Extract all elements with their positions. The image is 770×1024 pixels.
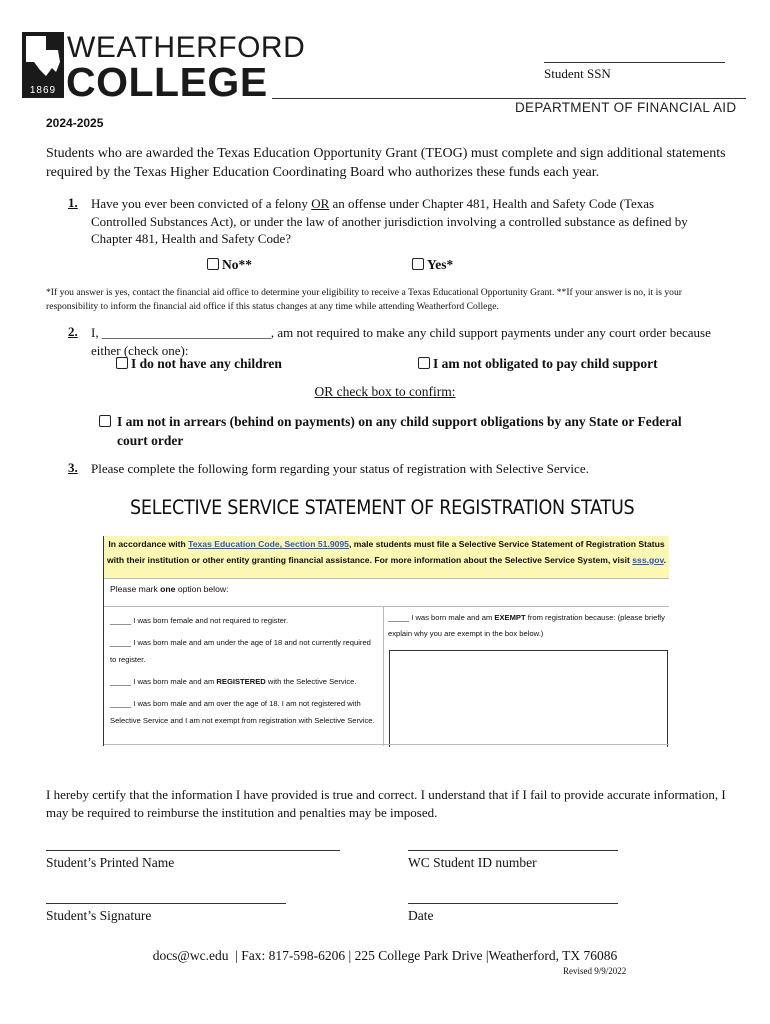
option-exempt[interactable]: _____ I was born male and am EXEMPT from registration because: (please briefly explain why you are exempt in the box below.) [388, 613, 665, 638]
department-title: DEPARTMENT OF FINANCIAL AID [515, 100, 737, 115]
mark-one-instruction: Please mark one option below: [110, 584, 229, 594]
not-in-arrears-option[interactable]: I am not in arrears (behind on payments) on any child support obligations by any State or Federal court order [99, 412, 719, 450]
or-confirm-label: OR check box to confirm: [314, 384, 456, 399]
signature-line[interactable] [46, 903, 286, 904]
signature-label: Student’s Signature [46, 908, 152, 923]
question-3-text: Please complete the following form regarding your status of registration with Selective Service. [91, 461, 589, 476]
column-divider [383, 606, 384, 746]
selective-service-header: In accordance with Texas Education Code, Section 51.9095, male students must file a Selective Service Statement of Registration Status with their institution or other entity granting financial assistance. For more information about the Selective Service System, visit sss.gov. [104, 536, 669, 579]
date-label: Date [408, 908, 434, 923]
logo-year: 1869 [22, 84, 64, 98]
question-1-text: Have you ever been convicted of a felony OR an offense under Chapter 481, Health and Safety Code (Texas Controlled Substances Act), or under the law of another jurisdiction involving a controlled substance as defined by Chapter 481, Health and Safety Code? [91, 196, 688, 246]
question-2-number: 2. [68, 324, 78, 339]
ssn-label: Student SSN [544, 66, 611, 81]
selective-service-title: SELECTIVE SERVICE STATEMENT OF REGISTRATION STATUS [130, 496, 635, 519]
option-born-female[interactable]: _____ I was born female and not required to register. [110, 616, 289, 625]
question-3-number: 3. [68, 460, 78, 475]
certification-statement: I hereby certify that the information I have provided is true and correct. I understand that if I fail to provide accurate information, I may be required to reimburse the institution and penalties may be imposed. [46, 787, 726, 820]
checkbox-yes[interactable] [412, 258, 424, 270]
option-under-18[interactable]: _____ I was born male and am under the age of 18 and not currently required to register. [110, 638, 371, 664]
table-divider [104, 606, 669, 607]
logo-wordmark-college: COLLEGE [66, 59, 268, 105]
academic-year: 2024-2025 [46, 116, 104, 130]
logo-wordmark-weatherford: WEATHERFORD [67, 31, 306, 64]
not-obligated-option[interactable]: I am not obligated to pay child support [418, 356, 658, 372]
question-1-number: 1. [68, 195, 78, 210]
checkbox-no-children[interactable] [116, 357, 128, 369]
sss-gov-link[interactable]: sss.gov [632, 555, 664, 565]
exemption-explanation-box[interactable] [389, 650, 668, 747]
answer-yes-option[interactable]: Yes* [412, 257, 453, 273]
texas-education-code-link[interactable]: Texas Education Code, Section 51.9095 [188, 539, 349, 549]
student-id-label: WC Student ID number [408, 855, 537, 870]
student-id-line[interactable] [408, 850, 618, 851]
checkbox-not-obligated[interactable] [418, 357, 430, 369]
printed-name-label: Student’s Printed Name [46, 855, 175, 870]
option-registered[interactable]: _____ I was born male and am REGISTERED with the Selective Service. [110, 677, 357, 686]
checkbox-no[interactable] [207, 258, 219, 270]
ssn-input-line[interactable] [544, 62, 725, 63]
date-line[interactable] [408, 903, 618, 904]
footer-contact: docs@wc.edu | Fax: 817-598-6206 | 225 College Park Drive |Weatherford, TX 76086 [152, 948, 618, 963]
header-rule [272, 98, 746, 99]
answer-no-option[interactable]: No** [207, 257, 252, 273]
question-2-text: I, __________________________, am not required to make any child support payments under any court order because either (check one): [91, 325, 711, 358]
revised-date: Revised 9/9/2022 [563, 966, 627, 976]
no-children-option[interactable]: I do not have any children [116, 356, 282, 372]
eligibility-note: *If you answer is yes, contact the financial aid office to determine your eligibility to receive a Texas Educational Opportunity Grant. **If your answer is no, it is your responsibility to inform the financial aid office if this status changes at any time while attending Weatherford College. [46, 287, 682, 312]
selective-service-form [103, 536, 669, 746]
printed-name-line[interactable] [46, 850, 340, 851]
checkbox-not-in-arrears[interactable] [99, 415, 111, 427]
intro-paragraph: Students who are awarded the Texas Education Opportunity Grant (TEOG) must complete and sign additional statements required by the Texas Higher Education Coordinating Board who authorizes these funds each year. [46, 146, 726, 180]
selective-service-options-left [110, 612, 376, 734]
table-bottom-rule [104, 744, 669, 745]
option-not-registered[interactable]: _____ I was born male and am over the age of 18. I am not registered with Selective Service and I am not exempt from registration with Selective Service. [110, 699, 375, 725]
